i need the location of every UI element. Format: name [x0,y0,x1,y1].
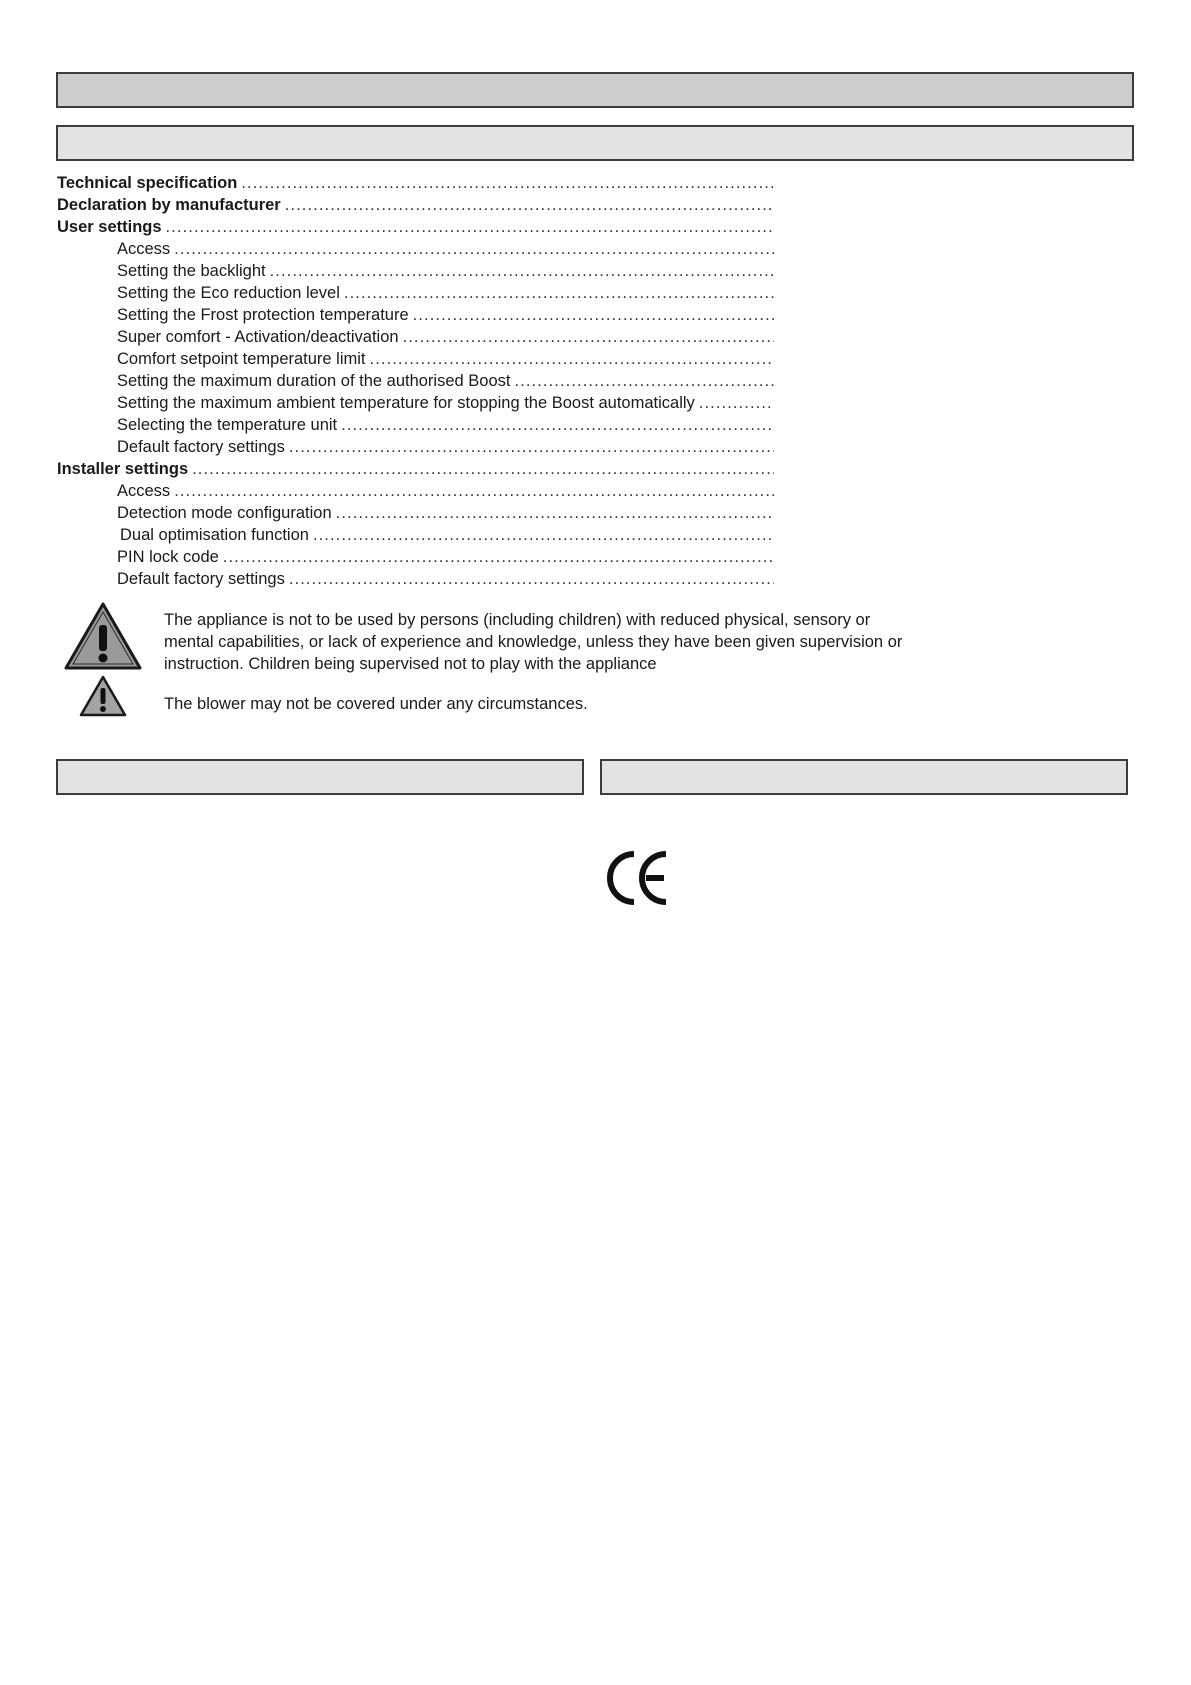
warning-text-primary: The appliance is not to be used by persons (including children) with reduced physical, sensory or mental capabilities, or lack of experience and knowledge, unless they have been given supervision or instruction. Children being supervised not to play with the appliance [164,611,903,673]
warning-triangle-icon [63,601,143,671]
toc-entry-label: Setting the backlight [117,262,266,280]
toc-entry-label: Access [117,482,171,500]
toc-entry[interactable] [57,392,774,414]
toc-entry[interactable] [57,546,774,568]
toc-entry-label: Installer settings [57,460,189,478]
toc-entry[interactable] [57,216,774,238]
table-of-contents [57,172,774,590]
warning-text-secondary: The blower may not be covered under any circumstances. [164,695,588,713]
toc-leader-dots [289,568,774,590]
ce-mark-icon [606,850,670,906]
toc-leader-dots [403,326,774,348]
toc-entry-label: Dual optimisation function [120,526,309,544]
toc-entry-label: Technical specification [57,174,238,192]
toc-entry-label: Setting the Frost protection temperature [117,306,409,324]
toc-entry[interactable] [57,436,774,458]
toc-entry[interactable] [57,480,774,502]
warning-triangle-icon [79,675,127,717]
section-bar-right [600,759,1128,795]
toc-leader-dots [289,436,774,458]
toc-entry-label: Default factory settings [117,438,285,456]
toc-leader-dots [344,282,774,304]
toc-leader-dots [514,370,774,392]
toc-leader-dots [413,304,774,326]
section-bar-contents [56,125,1134,161]
toc-entry-label: Setting the maximum duration of the authorised Boost [117,372,511,390]
toc-leader-dots [341,414,774,436]
toc-entry[interactable] [57,524,774,546]
toc-entry[interactable] [57,260,774,282]
toc-leader-dots [285,194,774,216]
toc-leader-dots [270,260,774,282]
toc-leader-dots [166,216,774,238]
toc-leader-dots [174,480,774,502]
toc-entry-label: PIN lock code [117,548,219,566]
toc-entry-label: User settings [57,218,162,236]
toc-entry-label: Setting the Eco reduction level [117,284,340,302]
toc-entry-label: Access [117,240,171,258]
toc-entry[interactable] [57,304,774,326]
toc-entry[interactable] [57,568,774,590]
toc-leader-dots [192,458,774,480]
toc-leader-dots [223,546,774,568]
toc-leader-dots [313,524,774,546]
toc-leader-dots [699,392,774,414]
toc-entry-label: Declaration by manufacturer [57,196,281,214]
toc-entry-label: Comfort setpoint temperature limit [117,350,366,368]
toc-leader-dots [174,238,774,260]
toc-entry-label: Super comfort - Activation/deactivation [117,328,399,346]
toc-entry[interactable] [57,370,774,392]
section-bar-left [56,759,584,795]
toc-entry-label: Default factory settings [117,570,285,588]
toc-entry[interactable] [57,502,774,524]
toc-entry[interactable] [57,326,774,348]
toc-entry[interactable] [57,414,774,436]
toc-leader-dots [370,348,774,370]
toc-entry[interactable] [57,348,774,370]
toc-entry[interactable] [57,282,774,304]
toc-entry[interactable] [57,238,774,260]
toc-leader-dots [336,502,774,524]
toc-entry[interactable] [57,194,774,216]
toc-entry[interactable] [57,172,774,194]
toc-entry-label: Detection mode configuration [117,504,332,522]
header-bar [56,72,1134,108]
toc-entry[interactable] [57,458,774,480]
toc-leader-dots [241,172,774,194]
toc-entry-label: Selecting the temperature unit [117,416,338,434]
toc-entry-label: Setting the maximum ambient temperature for stopping the Boost automatically [117,394,695,412]
